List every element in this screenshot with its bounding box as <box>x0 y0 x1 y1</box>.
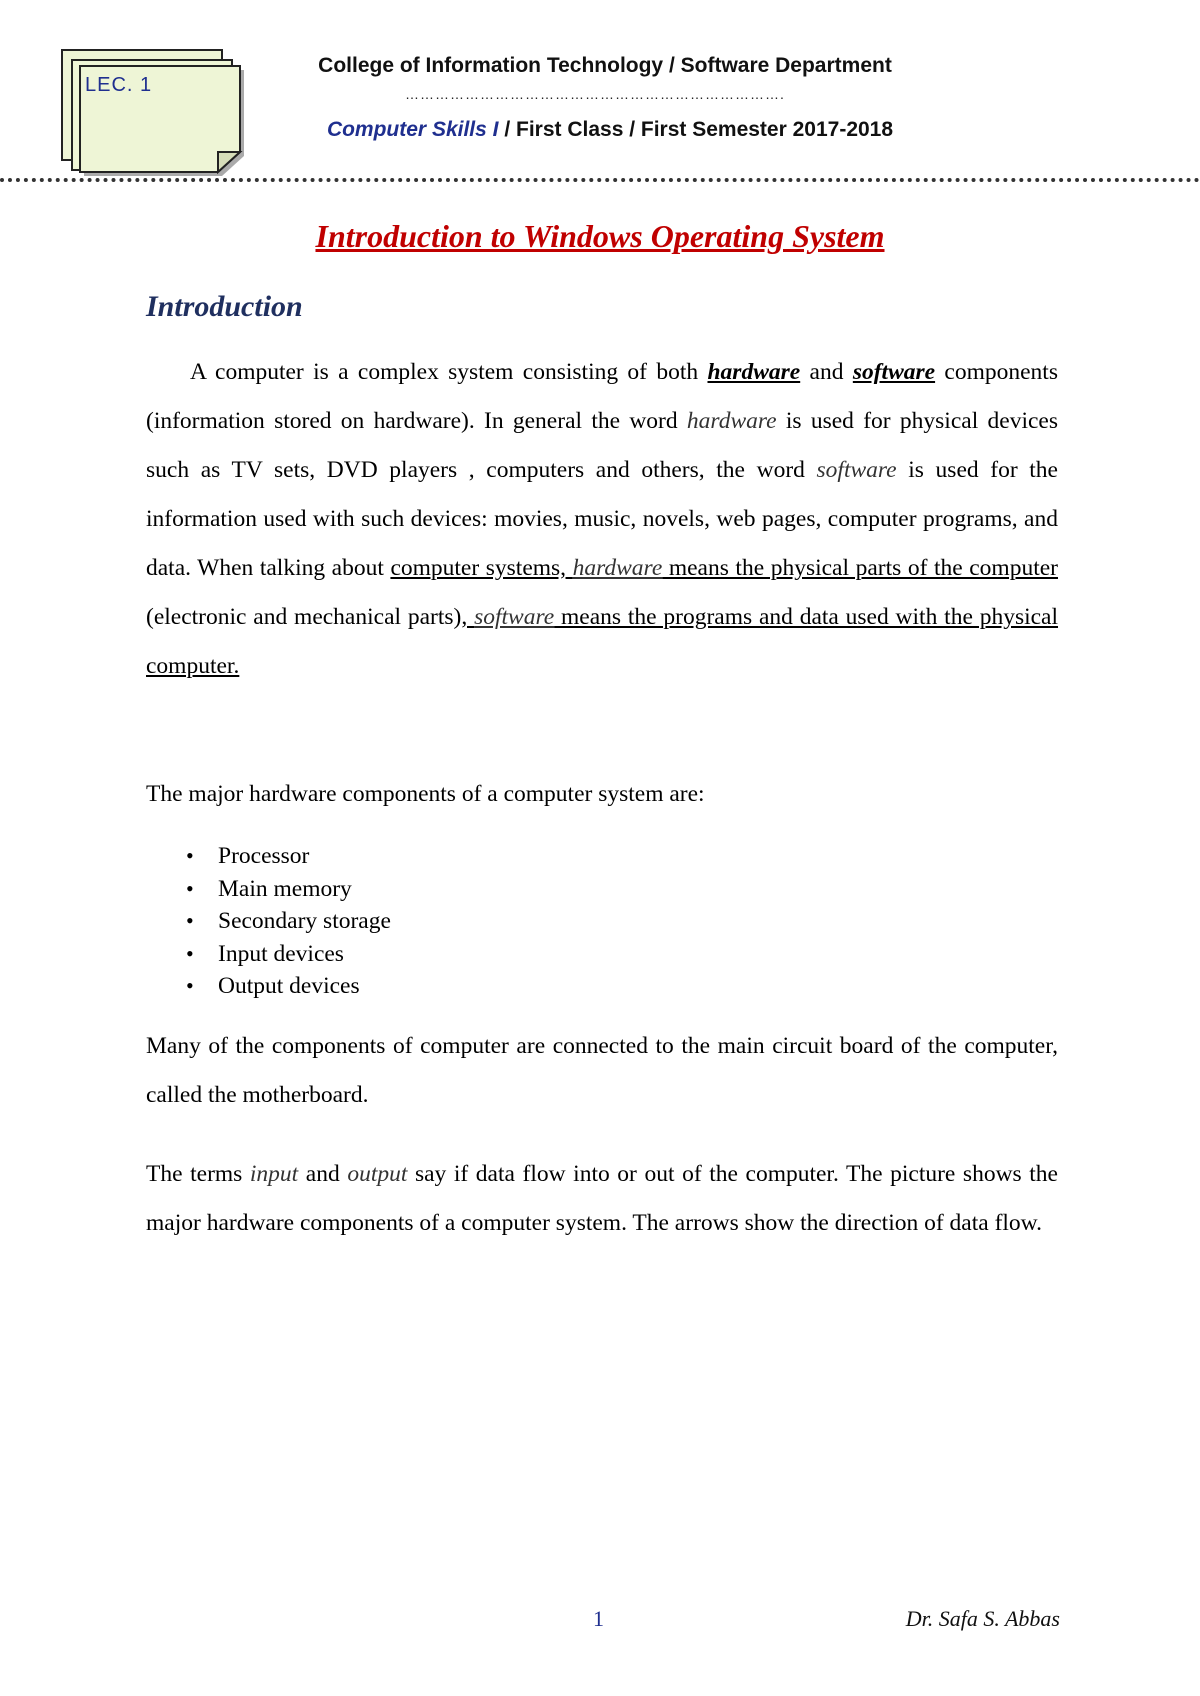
io-text: and <box>298 1161 348 1187</box>
class-semester: / First Class / First Semester 2017-2018 <box>498 118 894 141</box>
intro-text: (electronic and mechanical parts) <box>146 604 462 630</box>
term-software: software <box>852 359 936 385</box>
term-hardware-italic: hardware <box>686 408 777 434</box>
io-text: say if data flow into or out of the computer. The picture shows the major hardware components of a computer system. The arrows show the direction of data flow. <box>146 1161 1058 1236</box>
components-lead: The major hardware components of a computer system are: <box>146 781 705 807</box>
course-name: Computer Skills I <box>326 118 499 141</box>
underlined-hardware: hardware <box>572 555 663 581</box>
intro-text: is used for the information used with such devices: movies, music, novels, web pages, computer programs, and data. When talking about <box>146 457 1058 581</box>
author-name: Dr. Safa S. Abbas <box>905 1606 1060 1631</box>
underlined-text: means the programs and data used with the physical computer. <box>146 604 1059 679</box>
motherboard-paragraph: Many of the components of computer are connected to the main circuit board of the computer, called the motherboard. <box>146 1033 1058 1108</box>
underlined-text: means the physical parts of the computer <box>662 555 1058 581</box>
intro-text: A computer is a complex system consisting of both <box>190 359 708 385</box>
underlined-text: , <box>461 604 475 630</box>
intro-text: and <box>800 359 853 385</box>
intro-paragraph <box>146 348 1058 691</box>
list-item: • Processor <box>186 840 391 873</box>
document-title: Introduction to Windows Operating System <box>315 218 885 254</box>
college-department: College of Information Technology / Software Department <box>318 54 892 77</box>
section-heading: Introduction <box>146 290 303 323</box>
term-hardware: hardware <box>707 359 801 385</box>
list-item: • Main memory <box>186 873 391 906</box>
header-dots: …………………………………………………………………. <box>405 86 785 102</box>
underlined-text: computer systems, <box>390 555 573 581</box>
term-output: output <box>347 1161 408 1187</box>
input-output-paragraph <box>146 1150 1058 1248</box>
io-text: The terms <box>146 1161 250 1187</box>
list-item: • Secondary storage <box>186 905 391 938</box>
intro-text: is used for physical devices such as TV sets, DVD players , computers and others, the word <box>146 408 1058 483</box>
course-info <box>0 118 1200 142</box>
underlined-software: software <box>474 604 555 630</box>
components-list <box>186 840 391 1003</box>
intro-text: components (information stored on hardware). In general the word <box>146 359 1058 434</box>
header-divider <box>0 178 1200 182</box>
term-software-italic: software <box>816 457 897 483</box>
page-number: 1 <box>593 1606 604 1631</box>
list-item: • Input devices <box>186 938 391 971</box>
term-input: input <box>249 1161 299 1187</box>
lecture-number: LEC. 1 <box>85 74 153 96</box>
list-item: • Output devices <box>186 970 391 1003</box>
